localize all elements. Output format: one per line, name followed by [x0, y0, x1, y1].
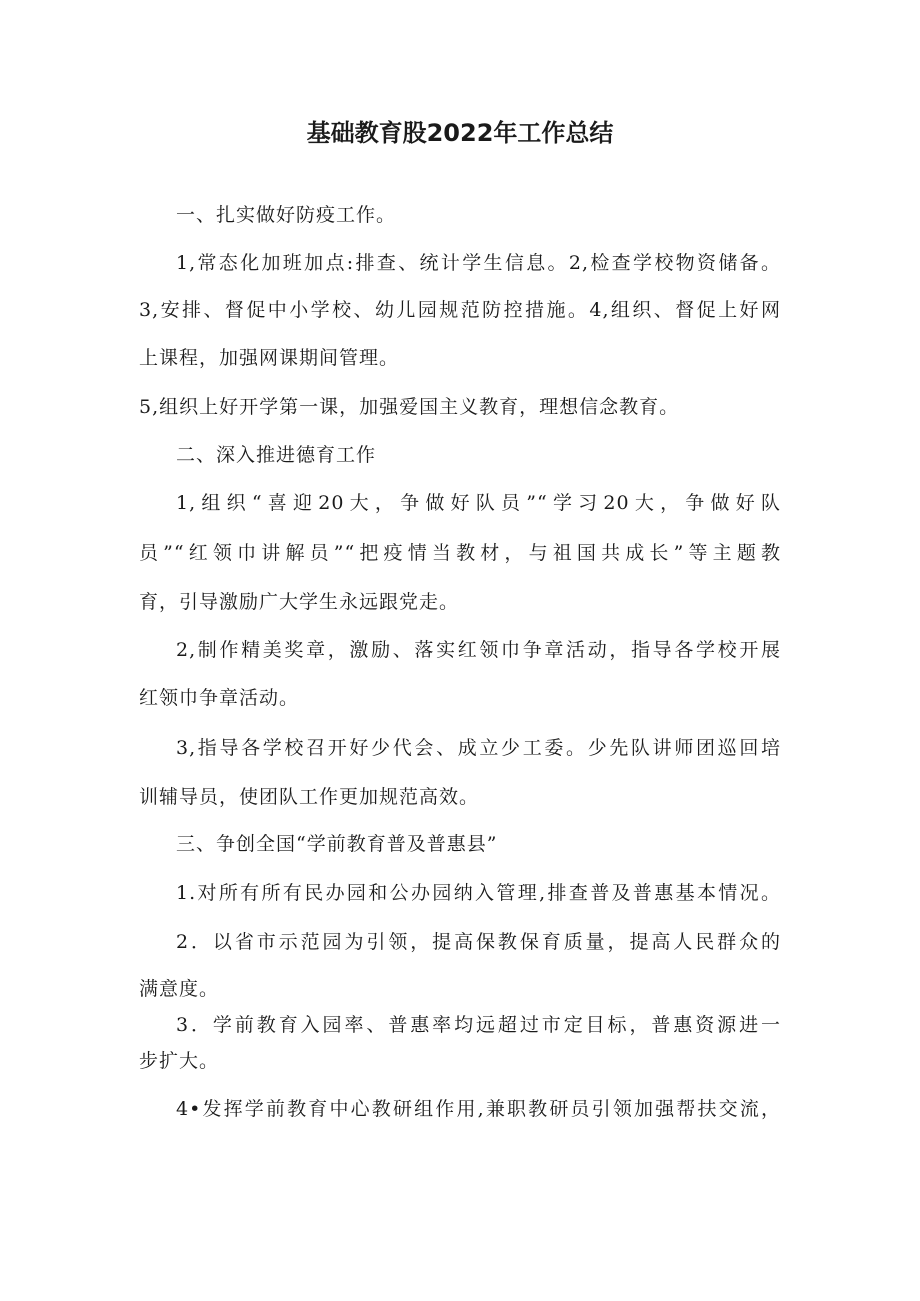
paragraph-line: 步扩大。	[139, 1050, 220, 1072]
section-heading-3: 三、争创全国“学前教育普及普惠县”	[176, 833, 498, 855]
paragraph-line: 1.对所有所有民办园和公办园纳入管理,排查普及普惠基本情况。	[176, 882, 781, 904]
section-heading-1: 一、扎实做好防疫工作。	[176, 204, 397, 226]
paragraph-line: 1,组织“喜迎20大，争做好队员”“学习20大，争做好队	[176, 492, 781, 514]
paragraph-line: 训辅导员，使团队工作更加规范高效。	[139, 786, 480, 808]
paragraph-line: 3,指导各学校召开好少代会、成立少工委。少先队讲师团巡回培	[176, 737, 781, 759]
paragraph-line: 上课程，加强网课期间管理。	[139, 347, 400, 369]
paragraph-line: 2．以省市示范园为引领，提高保教保育质量，提高人民群众的	[176, 931, 781, 953]
section-heading-2: 二、深入推进德育工作	[176, 444, 377, 466]
paragraph-line: 5,组织上好开学第一课，加强爱国主义教育，理想信念教育。	[139, 396, 680, 418]
paragraph-line: 满意度。	[139, 978, 220, 1000]
paragraph-line: 3,安排、督促中小学校、幼儿园规范防控措施。4,组织、督促上好网	[139, 299, 781, 321]
document-title: 基础教育股2022年工作总结	[306, 119, 614, 147]
paragraph-line: 3．学前教育入园率、普惠率均远超过市定目标，普惠资源进一	[176, 1014, 781, 1036]
paragraph-line: 红领巾争章活动。	[139, 687, 300, 709]
paragraph-line: 育，引导激励广大学生永远跟党走。	[139, 591, 460, 613]
paragraph-line: 4•发挥学前教育中心教研组作用,兼职教研员引领加强帮扶交流，	[176, 1098, 781, 1120]
paragraph-line: 2,制作精美奖章，激励、落实红领巾争章活动，指导各学校开展	[176, 639, 781, 661]
paragraph-line: 1,常态化加班加点:排查、统计学生信息。2,检查学校物资储备。	[176, 252, 781, 274]
paragraph-line: 员”“红领巾讲解员”“把疫情当教材，与祖国共成长”等主题教	[139, 542, 781, 564]
